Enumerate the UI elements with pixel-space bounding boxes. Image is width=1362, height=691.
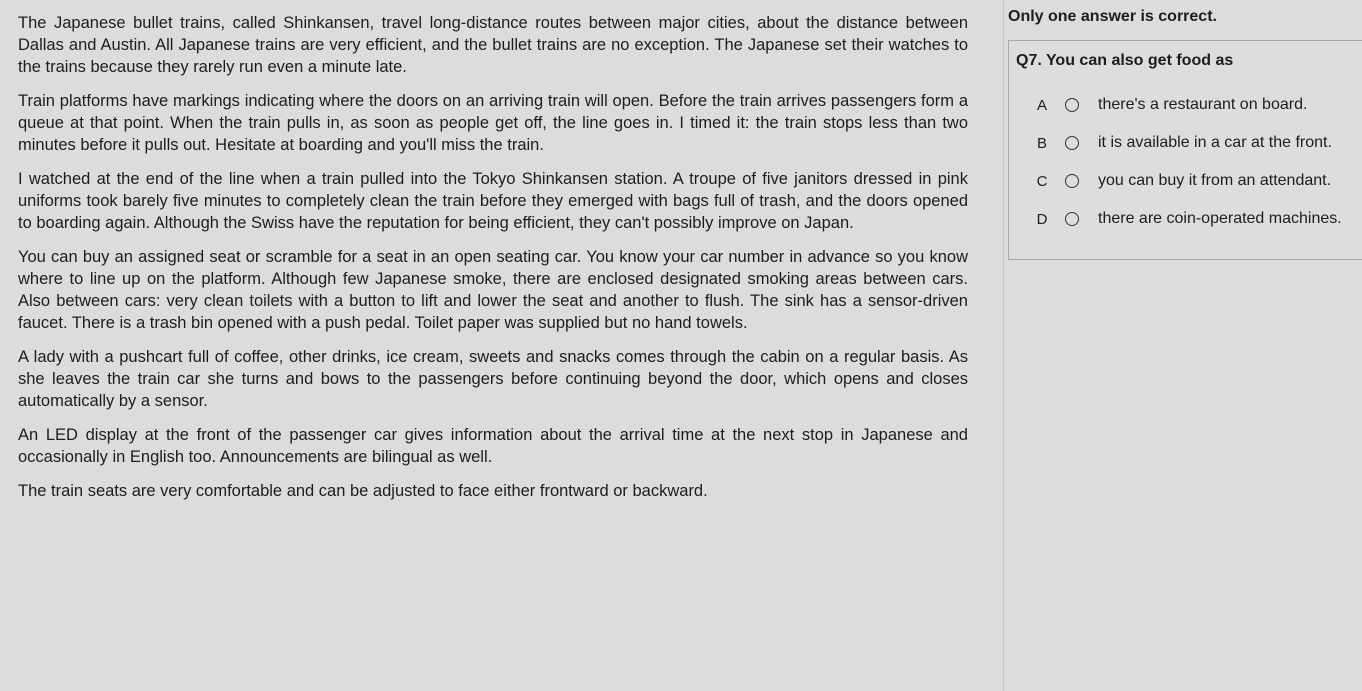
answer-option-b[interactable] xyxy=(1009,129,1362,159)
passage-paragraph-5: A lady with a pushcart full of coffee, other drinks, ice cream, sweets and snacks comes through the cabin on a regular basis. As she leaves the train car she turns and bows to the passengers before continuing beyond the door, which opens and closes automatically by a sensor. xyxy=(18,348,968,410)
passage-paragraph-4: You can buy an assigned seat or scramble for a seat in an open seating car. You know your car number in advance so you know where to line up on the platform. Although few Japanese smoke, there are enclosed designated smoking areas between cars. Also between cars: very clean toilets with a button to lift and lower the seat and another to flush. The sink has a sensor-driven faucet. There is a trash bin opened with a push pedal. Toilet paper was supplied but no hand towels. xyxy=(18,248,968,332)
answer-option-c[interactable] xyxy=(1009,167,1362,197)
passage-paragraph-7: The train seats are very comfortable and can be adjusted to face either frontward or backward. xyxy=(18,482,708,500)
option-text: it is available in a car at the front. xyxy=(1098,134,1332,151)
question-box xyxy=(1008,40,1362,260)
question-stem: Q7. You can also get food as xyxy=(1016,52,1234,69)
question-panel xyxy=(1008,0,1362,691)
passage-paragraph-1: The Japanese bullet trains, called Shinkansen, travel long-distance routes between major cities, about the distance between Dallas and Austin. All Japanese trains are very efficient, and the bullet trains are no exception. The Japanese set their watches to the trains because they rarely run even a minute late. xyxy=(18,14,968,76)
option-letter: C xyxy=(1036,173,1048,190)
passage-paragraph-6: An LED display at the front of the passenger car gives information about the arrival time at the next stop in Japanese and occasionally in English too. Announcements are bilingual as well. xyxy=(18,426,968,466)
passage-paragraph-2: Train platforms have markings indicating where the doors on an arriving train will open. Before the train arrives passengers form a queue at that point. When the train pulls in, as soon as people get off, the line goes in. I timed it: the train stops less than two minutes before it pulls out. Hesitate at boarding and you'll miss the train. xyxy=(18,92,968,154)
option-text: you can buy it from an attendant. xyxy=(1098,172,1332,189)
answer-option-a[interactable] xyxy=(1009,91,1362,121)
radio-button-icon[interactable] xyxy=(1065,212,1079,226)
radio-button-icon[interactable] xyxy=(1065,174,1079,188)
answer-instruction: Only one answer is correct. xyxy=(1008,8,1217,25)
radio-button-icon[interactable] xyxy=(1065,136,1079,150)
passage-paragraph-3: I watched at the end of the line when a train pulled into the Tokyo Shinkansen station. A troupe of five janitors dressed in pink uniforms took barely five minutes to completely clean the train before they emerged with bags full of trash, and the doors opened to boarding again. Although the Swiss have the reputation for being efficient, they can't possibly improve on Japan. xyxy=(18,170,968,232)
panel-divider xyxy=(1003,0,1004,691)
option-letter: A xyxy=(1036,97,1047,114)
option-text: there's a restaurant on board. xyxy=(1098,96,1308,113)
option-letter: B xyxy=(1036,135,1047,152)
answer-option-d[interactable] xyxy=(1009,205,1362,235)
option-text: there are coin-operated machines. xyxy=(1098,210,1342,227)
option-letter: D xyxy=(1036,211,1048,228)
radio-button-icon[interactable] xyxy=(1065,98,1079,112)
reading-passage xyxy=(18,12,968,514)
